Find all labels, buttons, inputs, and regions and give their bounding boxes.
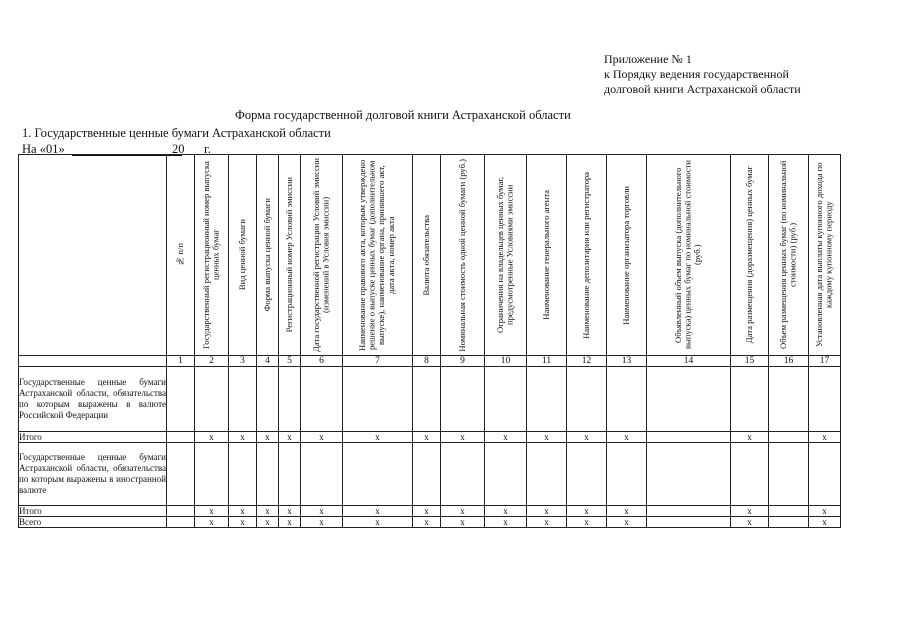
table-cell: x <box>441 517 485 528</box>
column-number: 2 <box>195 356 229 367</box>
table-cell <box>809 443 841 506</box>
table-cell: x <box>485 432 527 443</box>
row-label: Итого <box>19 506 167 517</box>
column-number: 10 <box>485 356 527 367</box>
column-number: 14 <box>647 356 731 367</box>
table-cell <box>647 367 731 432</box>
table-cell <box>229 443 257 506</box>
table-cell <box>485 443 527 506</box>
debt-book-table <box>18 154 841 528</box>
table-cell: x <box>195 432 229 443</box>
appendix-line-2: к Порядку ведения государственной <box>604 67 789 81</box>
header-label: Номинальная стоимость одной ценной бумаги (руб.) <box>456 158 467 352</box>
form-title: Форма государственной долговой книги Астраханской области <box>235 108 571 122</box>
date-year-prefix: 20 <box>172 142 185 156</box>
table-cell <box>301 367 343 432</box>
header-label: Наименование депозитария или регистратора <box>580 171 591 339</box>
table-cell: x <box>441 432 485 443</box>
row-label: Государственные ценные бумаги Астраханской области, обязательства по которым выражены в валюте Российской Федерации <box>19 367 167 432</box>
table-cell <box>257 443 279 506</box>
table-cell: x <box>567 517 607 528</box>
header-cell <box>257 155 279 356</box>
table-cell: x <box>413 517 441 528</box>
table-cell: x <box>413 506 441 517</box>
table-cell: x <box>257 432 279 443</box>
table-cell: x <box>567 432 607 443</box>
table-cell <box>769 506 809 517</box>
table-cell <box>567 443 607 506</box>
header-cell-wrap <box>607 155 646 355</box>
header-cell-wrap <box>195 155 228 355</box>
column-number: 7 <box>343 356 413 367</box>
table-cell: x <box>301 517 343 528</box>
header-row <box>19 155 841 356</box>
appendix-line-3: долговой книги Астраханской области <box>604 82 801 96</box>
header-cell <box>485 155 527 356</box>
header-cell-wrap <box>343 155 412 355</box>
table-cell <box>167 517 195 528</box>
header-label: Ограничения на владельцев ценных бумаг, предусмотренные Условиями эмиссии <box>494 176 515 334</box>
table-cell: x <box>343 517 413 528</box>
table-cell <box>731 367 769 432</box>
table-cell <box>485 367 527 432</box>
header-label: Валюта обязательства <box>420 214 431 296</box>
table-cell <box>527 367 567 432</box>
header-cell <box>195 155 229 356</box>
table-row <box>19 506 841 517</box>
table-cell: x <box>279 432 301 443</box>
header-cell <box>19 155 167 356</box>
table-cell <box>769 443 809 506</box>
header-cell <box>301 155 343 356</box>
table-cell: x <box>731 432 769 443</box>
column-number: 15 <box>731 356 769 367</box>
header-label: Наименование правового акта, которым утверждено решение о выпуске ценных бумаг (дополнительном выпуске), наименование органа, принявшего акт, дата акта, номер акта <box>357 159 397 351</box>
table-cell <box>229 367 257 432</box>
column-number: 9 <box>441 356 485 367</box>
header-cell-wrap <box>167 155 194 355</box>
table-row <box>19 432 841 443</box>
table-cell: x <box>809 517 841 528</box>
column-number: 4 <box>257 356 279 367</box>
header-label: Наименование генерального агента <box>540 190 551 320</box>
header-label: Вид ценной бумаги <box>236 219 247 291</box>
table-cell <box>527 443 567 506</box>
header-cell <box>229 155 257 356</box>
table-cell: x <box>731 506 769 517</box>
table-cell: x <box>257 517 279 528</box>
table-cell: x <box>195 506 229 517</box>
table-cell <box>343 443 413 506</box>
header-label: Государственный регистрационный номер выпуска ценных бумаг <box>200 161 221 349</box>
table-cell: x <box>731 517 769 528</box>
table-row <box>19 367 841 432</box>
column-number: 6 <box>301 356 343 367</box>
table-cell: x <box>527 432 567 443</box>
table-cell <box>769 432 809 443</box>
date-prefix: На «01» <box>22 142 65 156</box>
table-cell <box>167 367 195 432</box>
table-row <box>19 517 841 528</box>
header-label: Объем размещения ценных бумаг (по номинальной стоимости) (руб.) <box>777 160 798 350</box>
column-number <box>19 356 167 367</box>
table-cell <box>413 367 441 432</box>
table-cell <box>809 367 841 432</box>
table-cell <box>441 443 485 506</box>
header-cell-wrap <box>809 155 840 355</box>
header-label: Наименование организатора торговли <box>620 185 631 325</box>
header-cell-wrap <box>731 155 768 355</box>
table-cell <box>195 443 229 506</box>
table-cell <box>731 443 769 506</box>
header-label: Форма выпуска ценной бумаги <box>261 198 272 312</box>
header-cell-wrap <box>647 155 730 355</box>
header-cell <box>279 155 301 356</box>
column-number: 11 <box>527 356 567 367</box>
header-label: Дата размещения (доразмещения) ценных бумаг <box>743 166 754 344</box>
header-cell-wrap <box>527 155 566 355</box>
header-label: Установленная дата выплаты купонного дохода по каждому купонному периоду <box>813 162 834 348</box>
table-cell: x <box>343 432 413 443</box>
header-cell <box>607 155 647 356</box>
column-number: 17 <box>809 356 841 367</box>
header-cell <box>527 155 567 356</box>
table-cell <box>301 443 343 506</box>
table-cell: x <box>441 506 485 517</box>
table-cell: x <box>229 506 257 517</box>
table-cell: x <box>809 432 841 443</box>
header-cell <box>731 155 769 356</box>
header-cell <box>567 155 607 356</box>
table-cell: x <box>195 517 229 528</box>
header-cell <box>343 155 413 356</box>
table-cell <box>647 443 731 506</box>
column-number: 8 <box>413 356 441 367</box>
header-cell-wrap <box>441 155 484 355</box>
table-cell <box>343 367 413 432</box>
header-label: № п/п <box>174 243 185 267</box>
header-cell-wrap <box>567 155 606 355</box>
table-cell: x <box>229 517 257 528</box>
column-number-row <box>19 356 841 367</box>
section-title: 1. Государственные ценные бумаги Астраханской области <box>22 126 331 140</box>
row-label: Итого <box>19 432 167 443</box>
table-cell <box>167 432 195 443</box>
table-cell <box>769 517 809 528</box>
table-cell: x <box>607 517 647 528</box>
table-cell <box>607 367 647 432</box>
header-cell <box>647 155 731 356</box>
header-cell <box>413 155 441 356</box>
table-cell: x <box>485 506 527 517</box>
table-cell <box>441 367 485 432</box>
appendix-line-1: Приложение № 1 <box>604 52 692 66</box>
table-cell <box>647 432 731 443</box>
header-cell-wrap <box>257 155 278 355</box>
column-number: 13 <box>607 356 647 367</box>
table-row <box>19 443 841 506</box>
header-cell <box>441 155 485 356</box>
header-label: Объявленный объем выпуска (дополнительного выпуска) ценных бумаг по номинальной стоимости (руб.) <box>673 160 703 350</box>
table-cell: x <box>301 432 343 443</box>
header-label: Регистрационный номер Условий эмиссии <box>283 177 294 333</box>
table-cell: x <box>527 506 567 517</box>
header-cell <box>809 155 841 356</box>
table-cell <box>647 506 731 517</box>
table-cell <box>567 367 607 432</box>
table-cell: x <box>229 432 257 443</box>
table-cell <box>167 443 195 506</box>
header-cell-wrap <box>279 155 300 355</box>
header-cell <box>167 155 195 356</box>
header-cell <box>769 155 809 356</box>
column-number: 5 <box>279 356 301 367</box>
table-cell: x <box>279 506 301 517</box>
header-cell-wrap <box>413 155 440 355</box>
table-cell: x <box>257 506 279 517</box>
row-label: Всего <box>19 517 167 528</box>
table-cell: x <box>567 506 607 517</box>
table-cell <box>257 367 279 432</box>
header-label: Дата государственной регистрации Условий эмиссии (изменений в Условия эмиссии) <box>310 158 331 352</box>
table-cell <box>607 443 647 506</box>
table-cell <box>279 443 301 506</box>
table-cell: x <box>527 517 567 528</box>
table-cell: x <box>485 517 527 528</box>
table-cell: x <box>607 432 647 443</box>
column-number: 3 <box>229 356 257 367</box>
header-cell-wrap <box>229 155 256 355</box>
table-cell: x <box>413 432 441 443</box>
column-number: 16 <box>769 356 809 367</box>
table-cell: x <box>809 506 841 517</box>
header-cell-wrap <box>485 155 526 355</box>
table-cell: x <box>343 506 413 517</box>
table-cell: x <box>607 506 647 517</box>
row-label: Государственные ценные бумаги Астраханской области, обязательства по которым выражены в иностранной валюте <box>19 443 167 506</box>
table-cell: x <box>279 517 301 528</box>
table-cell <box>769 367 809 432</box>
table-cell <box>647 517 731 528</box>
table-cell <box>195 367 229 432</box>
table-cell <box>279 367 301 432</box>
header-cell-wrap <box>19 155 166 355</box>
column-number: 12 <box>567 356 607 367</box>
header-cell-wrap <box>301 155 342 355</box>
table-cell <box>413 443 441 506</box>
column-number: 1 <box>167 356 195 367</box>
header-cell-wrap <box>769 155 808 355</box>
appendix-block <box>604 52 801 97</box>
table-cell: x <box>301 506 343 517</box>
table-cell <box>167 506 195 517</box>
date-year-suffix: г. <box>204 142 211 156</box>
